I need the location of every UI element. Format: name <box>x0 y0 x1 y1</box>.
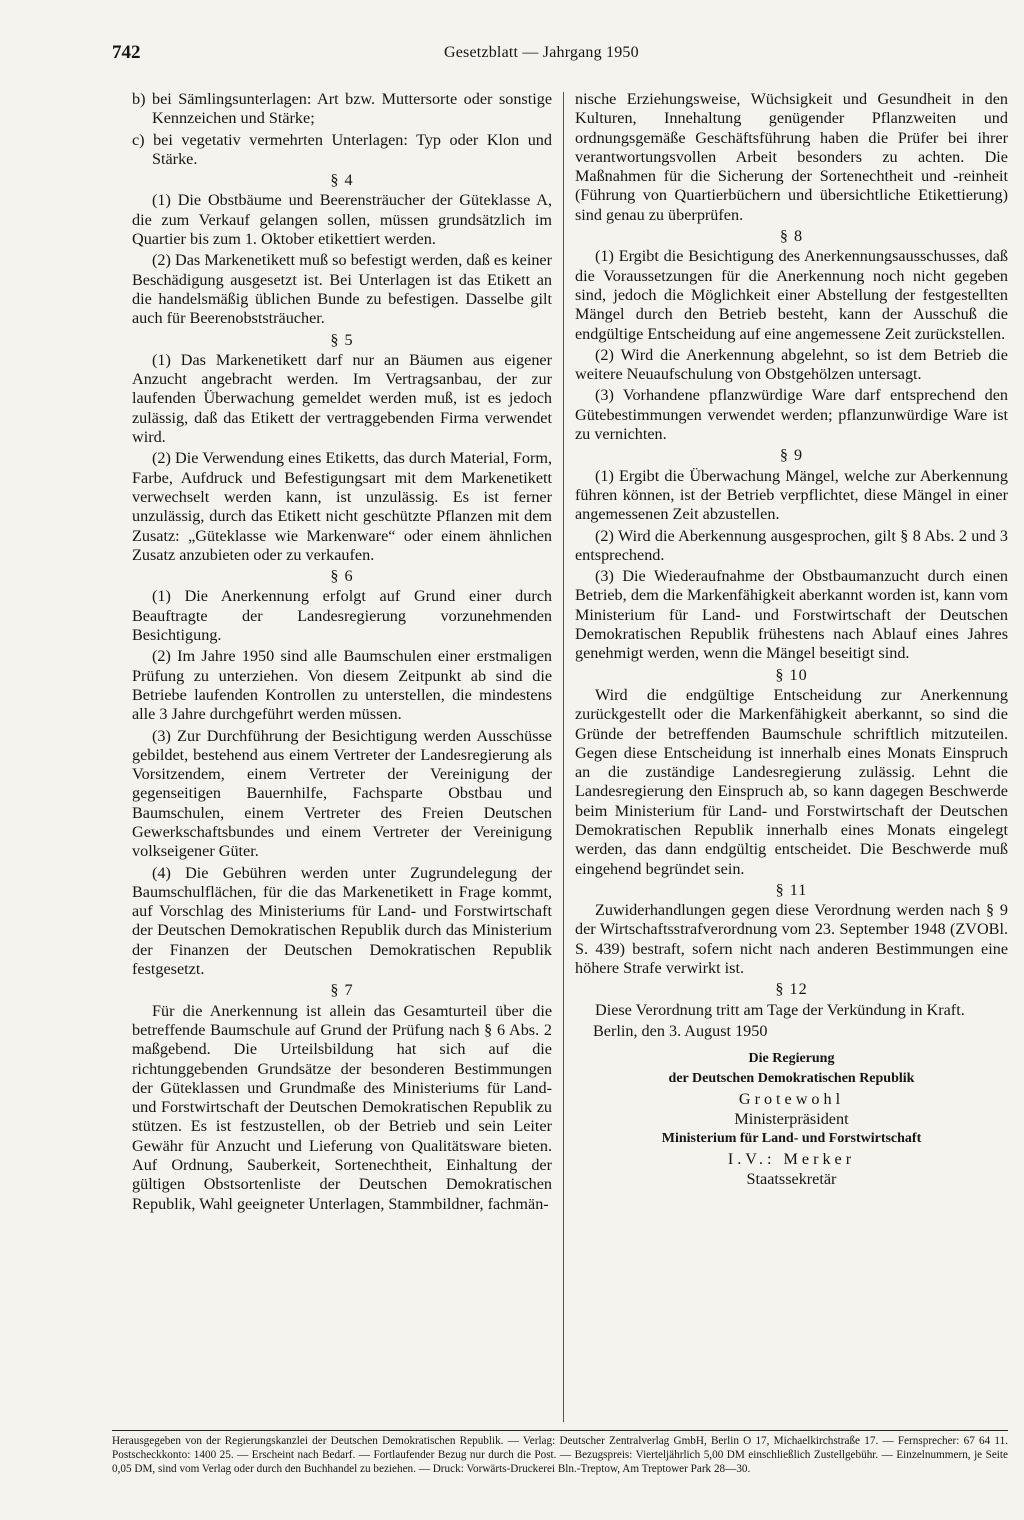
ministry-line: Ministerium für Land- und Forstwirtschaft <box>661 1131 922 1147</box>
right-column <box>575 90 1008 1189</box>
signatory-body-line2: der Deutschen Demokratischen Republik <box>668 1071 915 1087</box>
paragraph: (3) Vorhandene pflanzwürdige Ware darf entsprechend den Gütebestimmungen verwendet werden; pflanzunwürdige Ware ist zu vernichten. <box>575 386 1008 444</box>
left-column <box>132 90 552 1216</box>
paragraph: (1) Das Markenetikett darf nur an Bäumen aus eigener Anzucht angebracht werden. Im Vertragsanbau, der zur laufenden Überwachung gemeldet werden muß, ist es jedoch zulässig, daß das Etikett der vertraggebenden Firma verwendet wird. <box>132 350 552 447</box>
section-heading-12: § 12 <box>775 980 808 999</box>
running-title: Gesetzblatt — Jahrgang 1950 <box>444 44 639 61</box>
paragraph: nische Erziehungsweise, Wüchsigkeit und Gesundheit in den Kulturen, Innehaltung genügender Pflanzweiten und ordnungsgemäße Geschäftsführung haben die Prüfer bei ihrer verantwortungsvollen Arbeit besonders zu achten. Die Maßnahmen für die Sicherung der Sortenechtheit und -reinheit (Führung von Quartierbüchern und übersichtliche Etikettierung) sind genau zu überprüfen. <box>575 90 1008 224</box>
paragraph: Für die Anerkennung ist allein das Gesamturteil über die betreffende Baumschule auf Grund der Prüfung nach § 6 Abs. 2 maßgebend. Die Urteilsbildung hat sich auf die richtunggebenden Grundsätze der besonderen Bestimmungen der Güteklassen und Grundmaße des Ministeriums für Land- und Forstwirtschaft der Deutschen Demokratischen Republik zu stützen. Es ist festzustellen, ob der Betrieb und sein Leiter Gewähr für Anzucht und Lieferung von Qualitätsware bieten. Auf Ordnung, Sauberkeit, Sortenechtheit, Einhaltung der gültigen Obstsortenliste der Deutschen Demokratischen Republik, Wahl geeigneter Unterlagen, Stammbildner, fachmän- <box>132 1001 552 1213</box>
section-heading-6: § 6 <box>330 567 354 586</box>
paragraph: Diese Verordnung tritt am Tage der Verkündung in Kraft. <box>595 1000 965 1019</box>
place-date: Berlin, den 3. August 1950 <box>593 1021 768 1040</box>
paragraph: (1) Ergibt die Überwachung Mängel, welche zur Aberkennung führen können, ist der Betrieb verpflichtet, diese Mängel in einer angemessenen Zeit abzustellen. <box>575 466 1008 524</box>
section-heading-7: § 7 <box>330 981 354 1000</box>
section-heading-8: § 8 <box>779 227 804 246</box>
paragraph: Wird die endgültige Entscheidung zur Anerkennung zurückgestellt oder die Markenfähigkeit aberkannt, so sind die Gründe der betreffenden Baumschule schriftlich mitzuteilen. Gegen diese Entscheidung ist innerhalb eines Monats Einspruch an die zuständige Landesregierung zulässig. Lehnt die Landesregierung den Einspruch ab, so kann dagegen Beschwerde beim Ministerium für Land- und Forstwirtschaft der Deutschen Demokratischen Republik innerhalb eines Monats eingelegt werden, das dann endgültig entscheidet. Die Beschwerde muß eingehend begründet sein. <box>575 685 1008 878</box>
signatory-role: Ministerpräsident <box>734 1110 849 1129</box>
paragraph: (1) Ergibt die Besichtigung des Anerkennungsausschusses, daß die Voraussetzungen für die Anerkennung noch nicht gegeben sind, jedoch die Möglichkeit einer Abstellung der festgestellten Mängel durch den Betrieb besteht, kann der Ausschuß die endgültige Entscheidung auf eine angemessene Zeit zurückstellen. <box>575 247 1008 343</box>
section-heading-4: § 4 <box>330 171 354 190</box>
signatory-role: Staatssekretär <box>746 1170 837 1189</box>
paragraph: Zuwiderhandlungen gegen diese Verordnung werden nach § 9 der Wirtschaftsstrafverordnung vom 23. September 1948 (ZVOBl. S. 439) bestraft, sofern nicht nach anderen Bestimmungen eine höhere Strafe verwirkt ist. <box>575 901 1008 978</box>
column-divider <box>563 92 564 1422</box>
section-heading-5: § 5 <box>330 330 354 349</box>
page-number: 742 <box>112 42 141 63</box>
paragraph: (1) Die Anerkennung erfolgt auf Grund einer durch Beauftragte der Landesregierung vorzunehmenden Besichtigung. <box>132 587 552 645</box>
signatory-body-line1: Die Regierung <box>748 1051 835 1067</box>
item-c: c) bei vegetativ vermehrten Unterlagen: Typ oder Klon und Stärke. <box>132 130 552 168</box>
section-heading-10: § 10 <box>775 665 808 684</box>
item-b: b) bei Sämlingsunterlagen: Art bzw. Muttersorte oder sonstige Kennzeichen und Stärke; <box>132 90 552 128</box>
section-heading-9: § 9 <box>779 446 804 465</box>
imprint-footer: Herausgegeben von der Regierungskanzlei der Deutschen Demokratischen Republik. — Verlag: Deutscher Zentralverlag GmbH, Berlin O 17, Michaelkirchstraße 17. — Fernsprecher: 67 64 11. Postscheckkonto: 1400 25. — Erscheint nach Bedarf. — Fortlaufender Bezug nur durch die Post. — Bezugspreis: Vierteljährlich 5,00 DM einschließlich Zustellgebühr. — Einzelnummern, je Seite 0,05 DM, sind vom Verlag oder durch den Buchhandel zu beziehen. — Druck: Vorwärts-Druckerei Bln.-Treptow, Am Treptower Park 28—30. <box>112 1435 1008 1475</box>
paragraph: (3) Die Wiederaufnahme der Obstbaumanzucht durch einen Betrieb, dem die Markenfähigkeit aberkannt worden ist, kann vom Ministerium für Land- und Forstwirtschaft der Deutschen Demokratischen Republik frühestens nach Ablauf eines Jahres genehmigt werden, wenn die Mängel beseitigt sind. <box>575 567 1008 663</box>
section-heading-11: § 11 <box>775 880 808 899</box>
page-header <box>112 42 952 72</box>
paragraph: (2) Das Markenetikett muß so befestigt werden, daß es keiner Beschädigung ausgesetzt ist. Bei Unterlagen ist das Etikett an die handelsmäßig üblichen Bunde zu befestigen. Dasselbe gilt auch für Beerenobststräucher. <box>132 251 552 328</box>
paragraph: (1) Die Obstbäume und Beerensträucher der Güteklasse A, die zum Verkauf gelangen sollen, müssen grundsätzlich im Quartier bis zum 1. Oktober etikettiert werden. <box>132 191 552 249</box>
paragraph: (4) Die Gebühren werden unter Zugrundelegung der Baumschulflächen, für die das Markenetikett in Frage kommt, auf Vorschlag des Ministeriums für Land- und Forstwirtschaft der Deutschen Demokratischen Republik durch das Ministerium der Finanzen der Deutschen Demokratischen Republik festgesetzt. <box>132 863 552 979</box>
paragraph: (3) Zur Durchführung der Besichtigung werden Ausschüsse gebildet, bestehend aus einem Vertreter der Landesregierung als Vorsitzendem, einem Vertreter der Vereinigung der gegenseitigen Bauernhilfe, Fachsparte Obstbau und Baumschulen, einem Vertreter des Freien Deutschen Gewerkschaftsbundes und einem Vertreter der Vereinigung volkseigener Güter. <box>132 726 552 861</box>
paragraph: (2) Die Verwendung eines Etiketts, das durch Material, Form, Farbe, Aufdruck und Befestigungsart mit dem Markenetikett verwechselt werden kann, ist unzulässig. Es ist ferner unzulässig, durch das Etikett nicht geschützte Pflanzen mit dem Zusatz: „Güteklasse wie Markenware“ oder einem ähnlichen Zusatz anzubieten oder zu verkaufen. <box>132 449 552 564</box>
signatory-name: I.V.: Merker <box>727 1150 856 1169</box>
paragraph: (2) Wird die Aberkennung ausgesprochen, gilt § 8 Abs. 2 und 3 entsprechend. <box>575 526 1008 564</box>
paragraph: (2) Im Jahre 1950 sind alle Baumschulen einer erstmaligen Prüfung zu unterziehen. Von diesem Zeitpunkt ab sind die Betriebe laufenden Kontrollen zu unterstellen, die mindestens alle 3 Jahre durchgeführt werden müssen. <box>132 647 552 724</box>
footer-rule <box>112 1430 1008 1431</box>
signatory-name: Grotewohl <box>738 1090 845 1109</box>
paragraph: (2) Wird die Anerkennung abgelehnt, so ist dem Betrieb die weitere Neuaufschulung von Obstgehölzen untersagt. <box>575 345 1008 384</box>
